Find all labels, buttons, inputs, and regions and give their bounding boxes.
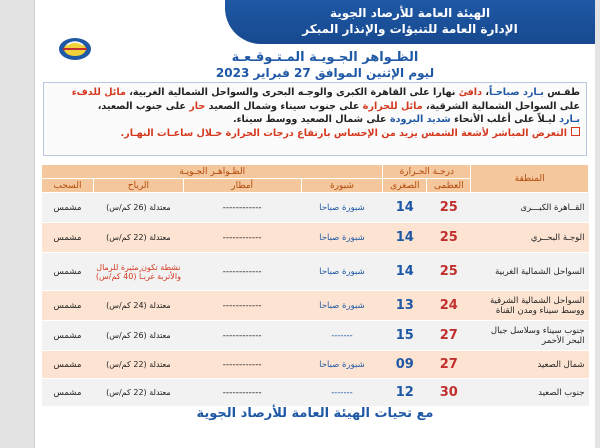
forecast-table	[41, 164, 589, 407]
rain-cell: ------------	[183, 321, 301, 351]
region-cell: جنوب سيناء وسلاسل جبال البحر الأحمر	[471, 321, 589, 351]
max-temp-cell: 30	[427, 379, 471, 407]
note-bullet-icon	[571, 127, 580, 136]
col-temperature: درجـة الحـرارة	[383, 165, 471, 179]
table-row	[42, 223, 589, 253]
min-temp-cell: 13	[383, 291, 427, 321]
min-temp-cell: 14	[383, 193, 427, 223]
sky-cell: مشمس	[42, 379, 94, 407]
wind-cell: معتدلة (22 كم/س)	[94, 351, 184, 379]
min-temp-cell: 15	[383, 321, 427, 351]
wind-cell: نشطة تكون مثيرة للرمال والأتربة غربـاً (40 كم/س)	[94, 253, 184, 291]
region-cell: شمال الصعيد	[471, 351, 589, 379]
title-date: ليوم الإثنين الموافق 27 فبراير 2023	[215, 66, 435, 80]
table-row	[42, 379, 589, 407]
col-wind: الرياح	[94, 179, 184, 193]
table-row	[42, 351, 589, 379]
wind-cell: معتدلة (22 كم/س)	[94, 223, 184, 253]
max-temp-cell: 25	[427, 223, 471, 253]
table-row	[42, 253, 589, 291]
table-row	[42, 291, 589, 321]
summary-note: التعرض المباشر لأشعة الشمس يزيد من الإحساس بارتفاع درجات الحرارة خـلال ساعـات النهـار.	[50, 127, 580, 141]
max-temp-cell: 24	[427, 291, 471, 321]
sky-cell: مشمس	[42, 321, 94, 351]
fog-cell: شبورة صباحا	[301, 253, 383, 291]
org-department: الإدارة العامة للتنبؤات والإنذار المبكر	[302, 22, 518, 36]
col-max: العظمى	[427, 179, 471, 193]
rain-cell: ------------	[183, 253, 301, 291]
fog-cell: شبورة صباحا	[301, 193, 383, 223]
region-cell: القــاهرة الكبـــرى	[471, 193, 589, 223]
col-fog: شبورة	[301, 179, 383, 193]
forecast-summary	[43, 82, 587, 156]
sky-cell: مشمس	[42, 291, 94, 321]
wind-cell: معتدلة (26 كم/س)	[94, 321, 184, 351]
col-rain: أمطار	[183, 179, 301, 193]
rain-cell: ------------	[183, 291, 301, 321]
rain-cell: ------------	[183, 351, 301, 379]
col-phenomena: الظـواهـر الجـويـة	[42, 165, 383, 179]
max-temp-cell: 25	[427, 193, 471, 223]
rain-cell: ------------	[183, 379, 301, 407]
summary-line-3: بـارد ليـلاً على أغلب الأنحاء شديد البرودة على شمال الصعيد ووسط سيناء.	[232, 114, 580, 125]
rain-cell: ------------	[183, 223, 301, 253]
col-region: المنطقة	[471, 165, 589, 193]
org-name: الهيئة العامة للأرصاد الجوية	[329, 6, 491, 20]
sky-cell: مشمس	[42, 193, 94, 223]
min-temp-cell: 12	[383, 379, 427, 407]
summary-line-2: على السواحل الشمالية الشرقية، مائل للحرارة على جنوب سيناء وشمال الصعيد حار على جنوب الصعيد،	[97, 100, 580, 112]
fog-cell: شبورة صباحا	[301, 291, 383, 321]
min-temp-cell: 09	[383, 351, 427, 379]
header	[35, 0, 595, 44]
wind-cell: معتدلة (26 كم/س)	[94, 193, 184, 223]
col-min: الصغرى	[383, 179, 427, 193]
page-title	[165, 50, 485, 81]
max-temp-cell: 27	[427, 321, 471, 351]
sky-cell: مشمس	[42, 351, 94, 379]
table-row	[42, 193, 589, 223]
max-temp-cell: 27	[427, 351, 471, 379]
fog-cell: شبورة صباحا	[301, 351, 383, 379]
region-cell: السواحل الشمالية الشرقية ووسط سيناء ومدن القناة	[471, 291, 589, 321]
rain-cell: ------------	[183, 193, 301, 223]
region-cell: السواحل الشمالية الغربية	[471, 253, 589, 291]
min-temp-cell: 14	[383, 223, 427, 253]
region-cell: جنوب الصعيد	[471, 379, 589, 407]
max-temp-cell: 25	[427, 253, 471, 291]
header-band	[225, 0, 595, 44]
fog-cell: -------	[301, 321, 383, 351]
meteorological-authority-logo-icon	[57, 36, 93, 62]
sky-cell: مشمس	[42, 223, 94, 253]
region-cell: الوجـة البحــري	[471, 223, 589, 253]
document-frame	[34, 0, 595, 448]
sky-cell: مشمس	[42, 253, 94, 291]
wind-cell: معتدلة (22 كم/س)	[94, 379, 184, 407]
fog-cell: -------	[301, 379, 383, 407]
summary-line-1: طقـس بـارد صباحـاً، دافئ نهارا على القاهرة الكبرى والوجـه البحرى والسواحل الشمالية الغربية، مائل للدفء	[71, 87, 580, 98]
footer-greeting: مع تحيات الهيئة العامة للأرصاد الجوية	[196, 406, 434, 421]
col-sky: السحب	[42, 179, 94, 193]
table-row	[42, 321, 589, 351]
fog-cell: شبورة صباحا	[301, 223, 383, 253]
title-main: الظـواهر الجـويـة المـتـوقـعـة	[231, 50, 419, 65]
wind-cell: معتدلة (24 كم/س)	[94, 291, 184, 321]
min-temp-cell: 14	[383, 253, 427, 291]
